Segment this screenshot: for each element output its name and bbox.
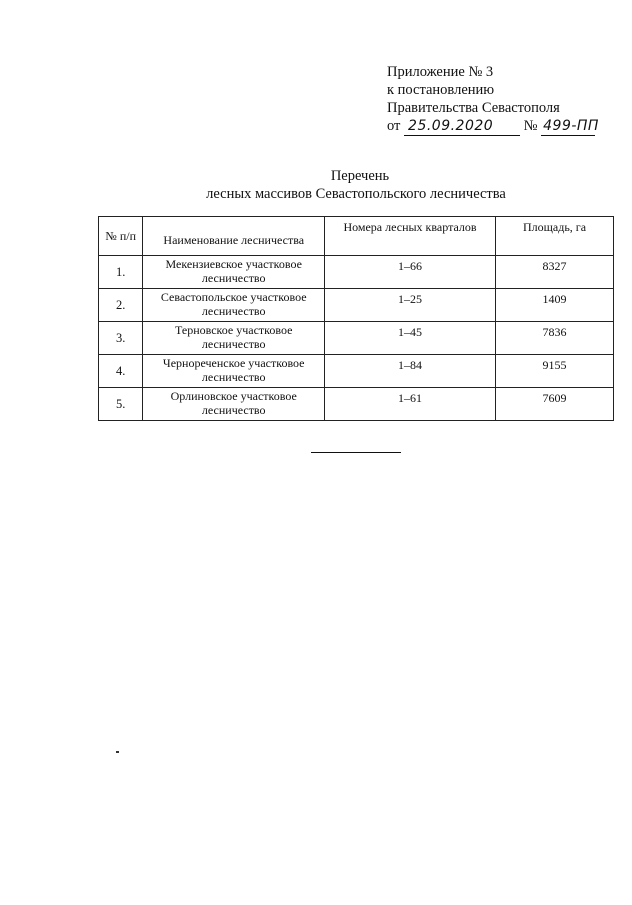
cell-area: 9155 [496,355,614,388]
cell-name: Терновское участковое лесничество [143,322,324,355]
header-name: Наименование лесничества [143,217,324,256]
document-title [0,167,632,203]
cell-area: 1409 [496,289,614,322]
table-header-row [99,217,614,256]
cell-quarters: 1–84 [324,355,495,388]
number-field [541,117,599,136]
header-num: № п/п [99,217,143,256]
cell-name: Орлиновское участковое лесничество [143,388,324,421]
handwritten-date: 25.09.2020 [408,118,494,134]
cell-quarters: 1–61 [324,388,495,421]
appendix-line-3: Правительства Севастополя [387,100,560,116]
cell-area: 7836 [496,322,614,355]
title-line-1: Перечень [330,168,390,184]
appendix-line-1: Приложение № 3 [387,64,494,80]
cell-num: 3. [99,322,143,355]
title-line-2: лесных массивов Севастопольского лесничества [206,186,506,202]
cell-name: Чернореченское участковое лесничество [143,355,324,388]
cell-quarters: 1–45 [324,322,495,355]
appendix-block [387,63,599,136]
cell-num: 5. [99,388,143,421]
date-field [404,117,520,136]
cell-num: 1. [99,256,143,289]
cell-num: 2. [99,289,143,322]
table-row [99,289,614,322]
cell-name: Мекензиевское участковое лесничество [143,256,324,289]
table-row [99,355,614,388]
table-row [99,256,614,289]
from-label: от [387,118,401,134]
table-row [99,388,614,421]
cell-num: 4. [99,355,143,388]
cell-area: 7609 [496,388,614,421]
forestry-table [98,216,614,421]
cell-name: Севастопольское участковое лесничество [143,289,324,322]
appendix-date-number-line [387,117,599,136]
appendix-line-2: к постановлению [387,82,495,98]
cell-quarters: 1–25 [324,289,495,322]
handwritten-number: 499-ПП [543,118,599,134]
number-label: № [523,118,538,134]
table-row [99,322,614,355]
header-quarters: Номера лесных кварталов [324,217,495,256]
scan-speck [116,751,119,753]
end-divider [311,452,401,453]
header-area: Площадь, га [496,217,614,256]
cell-quarters: 1–66 [324,256,495,289]
cell-area: 8327 [496,256,614,289]
